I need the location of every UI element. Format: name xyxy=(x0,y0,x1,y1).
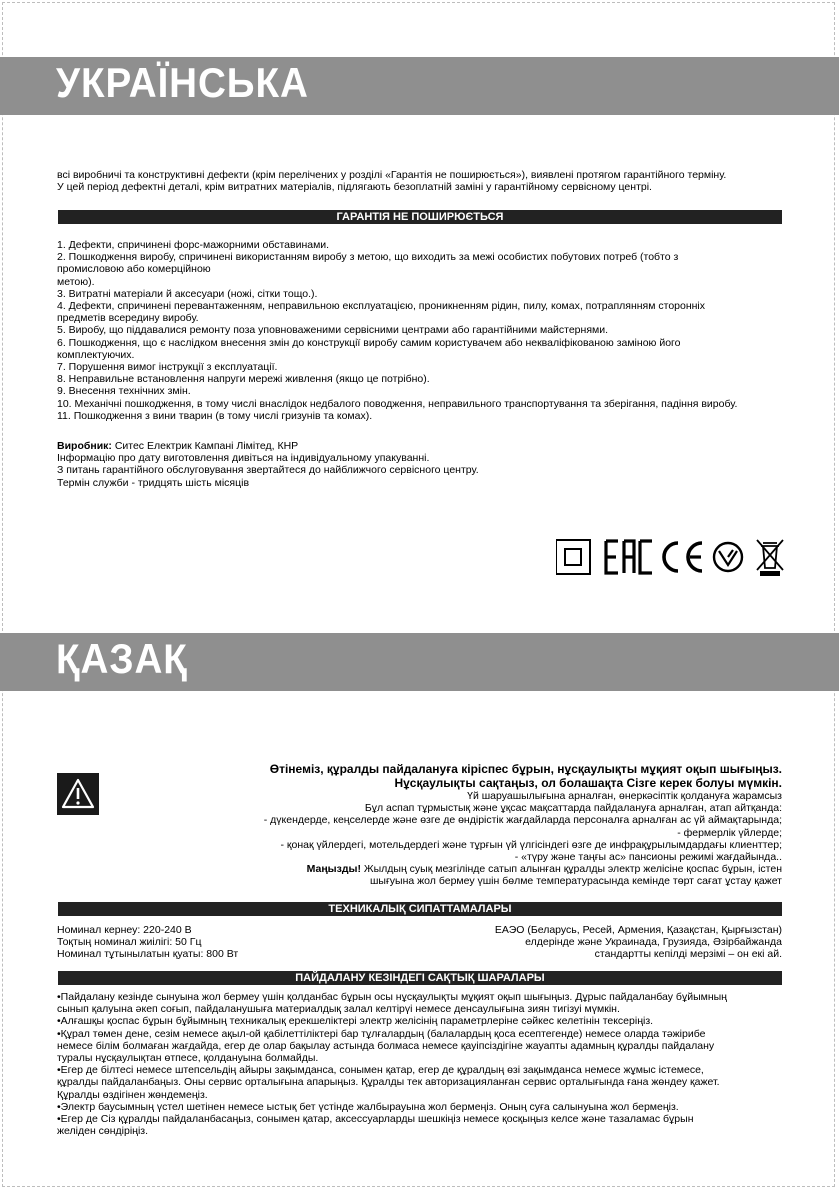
list-item: 8. Неправильне встановлення напруги мережі живлення (якщо це потрібно). xyxy=(57,373,430,386)
info-line: Інформацію про дату виготовлення дивіться на індивідуальному упакуванні. xyxy=(57,452,430,465)
safety-line: •Егер де білтесі немесе штепсельдің айыры зақымданса, сонымен қатар, егер де құралдың өзі зақымданса немесе жұмыс істемесе, xyxy=(57,1064,704,1077)
list-item: 10. Механічні пошкодження, в тому числі внаслідок недбалого поводження, неправильного транспортування та зберігання, падіння виробу. xyxy=(57,397,738,410)
language-title: ҚАЗАҚ xyxy=(56,635,188,682)
important-label: Маңызды! xyxy=(306,863,361,876)
list-item: 3. Витратні матеріали й аксесуари (ножі, сітки тощо.). xyxy=(57,287,318,300)
list-item: 6. Пошкодження, що є наслідком внесення змін до конструкції виробу самим користувачем або некваліфікованою заміною його xyxy=(57,336,681,349)
warranty-line: ЕАЭО (Беларусь, Ресей, Армения, Қазақстан, Қырғызстан) xyxy=(494,924,782,936)
purpose-line: - фермерлік үйлерде; xyxy=(677,826,782,839)
list-item: 7. Порушення вимог інструкції з експлуатації. xyxy=(57,361,278,374)
section-heading-safety: ПАЙДАЛАНУ КЕЗІНДЕГІ САҚТЫҚ ШАРАЛАРЫ xyxy=(58,971,782,985)
intro-line: У цей період дефектні деталі, крім витратних матеріалів, підлягають безоплатній заміні у гарантійному сервісному центрі. xyxy=(57,181,652,194)
important-line xyxy=(264,863,782,875)
safety-line: •Егер де Сіз құралды пайдаланбасаңыз, сонымен қатар, аксессуарларды шешкіңіз немесе қосқыңыз келсе және тазаламас бұрын xyxy=(57,1113,694,1126)
manufacturer-info xyxy=(57,440,479,489)
spec-line: Номинал кернеу: 220-240 В xyxy=(57,924,192,936)
safety-line: туралы нұсқаулықтан өтпесе, қолдануына болмайды. xyxy=(57,1052,319,1065)
purpose-text xyxy=(264,790,782,888)
list-item: 9. Внесення технічних змін. xyxy=(57,385,191,398)
section-heading-exclusions: ГАРАНТІЯ НЕ ПОШИРЮЄТЬСЯ xyxy=(58,210,782,224)
safety-line: немесе білім болмаған жағдайда, егер де олар бақылау астында болмаса немесе қауіпсіздігіне жауапты адамның құралды пайдалану xyxy=(57,1039,715,1052)
safety-line: •Құрал төмен дене, сезім немесе ақыл-ой қабілеттіліктері бар тұлғалардың (балалардың қоса есептегенде) немесе оларда тәжірибе xyxy=(57,1027,706,1040)
manufacturer-line xyxy=(57,440,479,452)
ce-mark-icon xyxy=(664,543,702,571)
warranty-line: стандартты кепілді мерзімі – он екі ай. xyxy=(594,948,782,961)
warning-title: Өтінеміз, құралды пайдалануға кіріспес бұрын, нұсқаулықты мұқият оқып шығыңыз. xyxy=(269,762,782,776)
spec-line: Тоқтың номинал жиілігі: 50 Гц xyxy=(57,936,202,949)
list-item: 4. Дефекти, спричинені перевантаженням, неправильною експлуатацією, проникненням рідин, пилу, комах, потраплянням сторонніх xyxy=(57,300,706,313)
ukrainian-conformity-icon xyxy=(714,543,742,571)
weee-bin-icon xyxy=(757,540,783,576)
warning-subtitle: Нұсқаулықты сақтаңыз, ол болашақта Сізге керек болуы мүмкін. xyxy=(394,776,782,790)
warranty-intro xyxy=(57,169,726,193)
important-text: Жылдың суық мезгілінде сатып алынған құралды электр желісіне қоспас бұрын, істен xyxy=(361,863,782,876)
specs-list xyxy=(57,924,238,961)
info-line: Термін служби - тридцять шість місяців xyxy=(57,476,250,489)
safety-list xyxy=(57,991,727,1137)
warranty-period xyxy=(495,924,782,961)
list-item: 2. Пошкодження виробу, спричинені використанням виробу з метою, що виходить за межі особистих побутових потреб (тобто з xyxy=(57,251,679,264)
purpose-line: - қонақ үйлердегі, мотельдердегі және тұрғын үй үлгісіндегі өзге де инфрақұрылымдардағы клиенттер; xyxy=(280,838,782,851)
section-heading-specs: ТЕХНИКАЛЫҚ СИПАТТАМАЛАРЫ xyxy=(58,902,782,916)
language-banner-ukrainian xyxy=(0,57,839,115)
important-line: шығуына жол бермеу үшін бөлме температурасында кемінде төрт сағат ұстау қажет xyxy=(370,875,782,888)
warranty-line: елдерінде және Украинада, Грузияда, Әзірбайжанда xyxy=(525,936,782,949)
safety-line: құралды пайдаланбаңыз. Оны сервис орталығына апарыңыз. Құралды тек авторизацияланған сервис орталығында ғана жөндеу қажет. xyxy=(57,1076,720,1089)
double-insulation-icon xyxy=(556,540,590,574)
safety-line: Құралды өздігінен жөндемеңіз. xyxy=(57,1088,208,1101)
safety-line: желіден сөндіріңіз. xyxy=(57,1125,149,1138)
list-item: 5. Виробу, що піддавалися ремонту поза уповноваженими сервісними центрами або гарантійними майстернями. xyxy=(57,324,609,337)
safety-line: •Алғашқы қоспас бұрын бұйымның техникалық ерекшеліктері электр желісінің параметрлеріне сәйкес келетінін тексеріңіз. xyxy=(57,1015,654,1028)
safety-line: •Электр баусымның үстел шетінен немесе ыстық бет үстінде жалбырауына жол бермеңіз. Оның суға салынуына жол бермеңіз. xyxy=(57,1100,679,1113)
list-item: промисловою або комерційною xyxy=(57,263,211,276)
list-item: 11. Пошкодження з вини тварин (в тому числі гризунів та комах). xyxy=(57,409,373,422)
language-banner-kazakh xyxy=(0,633,839,691)
info-line: З питань гарантійного обслуговування звертайтеся до найближчого сервісного центру. xyxy=(57,464,479,477)
certification-marks xyxy=(556,537,788,577)
manufacturer-label: Виробник: xyxy=(57,440,112,452)
exclusions-list xyxy=(57,239,737,422)
list-item: предметів всередину виробу. xyxy=(57,312,199,325)
list-item: 1. Дефекти, спричинені форс-мажорними обставинами. xyxy=(57,239,330,251)
safety-line: сынып қалуына әкеп соғып, пайдаланушыға материалдық залал келтірүі немесе денсаулығына зиян тигізуі мүмкін. xyxy=(57,1003,620,1016)
list-item: метою). xyxy=(57,275,95,288)
warning-icon xyxy=(57,773,99,815)
purpose-line: Бұл аспап тұрмыстық және ұқсас мақсаттарда пайдалануға арналған, атап айтқанда: xyxy=(364,802,782,815)
language-title: УКРАЇНСЬКА xyxy=(56,59,309,106)
eac-mark-icon xyxy=(606,541,652,573)
spec-line: Номинал тұтынылатын қуаты: 800 Вт xyxy=(57,948,239,961)
safety-line: •Пайдалану кезінде сынуына жол бермеу үшін қолданбас бұрын осы нұсқаулықты мұқият оқып шығыңыз. Дұрыс пайдаланбау бұйымның xyxy=(57,991,727,1003)
purpose-line: - дүкендерде, кеңселерде және өзге де өндірістік жағдайларда персоналға арналған ас үй аймақтарында; xyxy=(263,814,782,827)
purpose-line: Үй шаруашылығына арналған, өнеркәсіптік қолдануға жарамсыз xyxy=(467,790,782,802)
manufacturer-value: Ситес Електрик Кампані Лімітед, КНР xyxy=(111,440,299,452)
list-item: комплектуючих. xyxy=(57,348,135,361)
purpose-line: - «түру және таңғы ас» пансионы режимі жағдайында.. xyxy=(514,851,782,864)
intro-line: всі виробничі та конструктивні дефекти (крім перелічених у розділі «Гарантія не поширюється»), виявлені протягом гарантійного терміну. xyxy=(57,169,727,181)
